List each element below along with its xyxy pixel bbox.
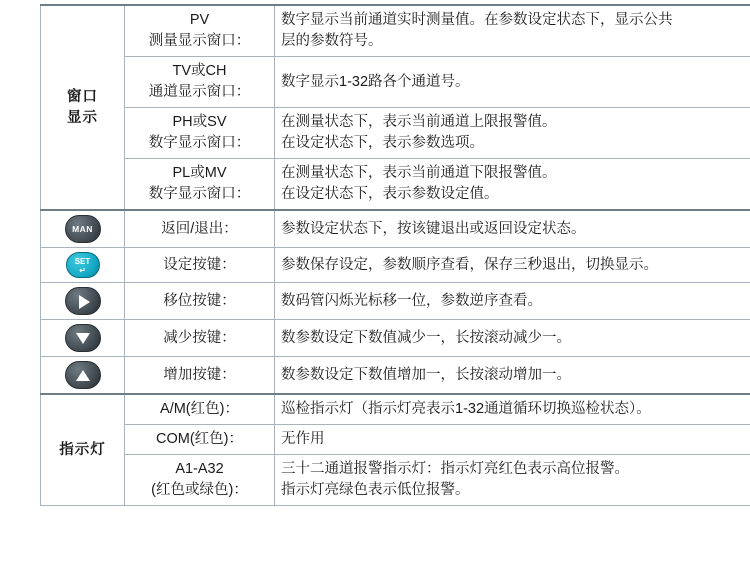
- table-row: [41, 283, 750, 320]
- label-line-2: 数字显示窗口：: [131, 184, 268, 205]
- right-arrow-button-icon[interactable]: [65, 287, 101, 315]
- group-cell-indicator-lamps: [41, 394, 125, 506]
- label-line-2: (红色或绿色)：: [131, 480, 268, 501]
- desc-line-1: 参数保存设定，参数顺序查看，保存三秒退出，切换显示。: [281, 255, 744, 276]
- label-line-1: A/M(红色)：: [131, 399, 268, 420]
- up-arrow-button-icon[interactable]: [65, 361, 101, 389]
- label-cell-set-key: [125, 248, 275, 283]
- desc-line-1: 巡检指示灯（指示灯亮表示1-32通道循环切换巡检状态）。: [281, 399, 744, 420]
- desc-line-2: 层的参数符号。: [281, 31, 744, 52]
- desc-line-1: 参数设定状态下，按该键退出或返回设定状态。: [281, 219, 744, 240]
- label-line-1: 减少按键：: [131, 328, 268, 349]
- desc-cell-tv-ch: [275, 57, 750, 108]
- desc-cell-pv: [275, 5, 750, 57]
- label-line-1: 增加按键：: [131, 365, 268, 386]
- label-line-2: 测量显示窗口：: [131, 31, 268, 52]
- desc-line-1: 数字显示1-32路各个通道号。: [281, 72, 744, 93]
- label-line-1: PL或MV: [131, 163, 268, 184]
- table-row: [41, 159, 750, 211]
- table-row: [41, 455, 750, 506]
- table-row: [41, 425, 750, 455]
- desc-line-1: 三十二通道报警指示灯：指示灯亮红色表示高位报警。: [281, 459, 744, 480]
- label-line-2: 数字显示窗口：: [131, 133, 268, 154]
- man-button-icon[interactable]: MAN: [65, 215, 101, 243]
- label-cell-ph-sv: [125, 108, 275, 159]
- group-cell-display: [41, 5, 125, 210]
- desc-cell-decrease-key: [275, 320, 750, 357]
- increase-button-cell[interactable]: [41, 357, 125, 395]
- desc-cell-pl-mv: [275, 159, 750, 211]
- table-row: [41, 394, 750, 425]
- label-line-2: 通道显示窗口：: [131, 82, 268, 103]
- desc-line-1: 数字显示当前通道实时测量值。在参数设定状态下，显示公共: [281, 10, 744, 31]
- group-label-line-1: 窗口: [47, 87, 118, 108]
- label-cell-decrease-key: [125, 320, 275, 357]
- label-line-1: PH或SV: [131, 112, 268, 133]
- desc-line-2: 指示灯亮绿色表示低位报警。: [281, 480, 744, 501]
- label-line-1: 设定按键：: [131, 255, 268, 276]
- table-row: [41, 248, 750, 283]
- desc-cell-ph-sv: [275, 108, 750, 159]
- group-label-line-1: 指示灯: [47, 440, 118, 461]
- desc-line-2: 在设定状态下，表示参数设定值。: [281, 184, 744, 205]
- table-row: [41, 5, 750, 57]
- panel-function-table: [40, 4, 750, 506]
- label-cell-shift-key: [125, 283, 275, 320]
- label-cell-alarm-lamps: [125, 455, 275, 506]
- label-cell-am-lamp: [125, 394, 275, 425]
- desc-cell-set-key: [275, 248, 750, 283]
- shift-button-cell[interactable]: [41, 283, 125, 320]
- label-line-1: COM(红色)：: [131, 429, 268, 450]
- desc-line-1: 无作用: [281, 429, 744, 450]
- desc-line-1: 在测量状态下，表示当前通道上限报警值。: [281, 112, 744, 133]
- desc-line-1: 数参数设定下数值减少一，长按滚动减少一。: [281, 328, 744, 349]
- spec-table-page: [0, 4, 750, 582]
- set-button-cell[interactable]: [41, 248, 125, 283]
- desc-cell-return-exit: [275, 210, 750, 248]
- table-row: [41, 210, 750, 248]
- label-line-1: A1-A32: [131, 459, 268, 480]
- down-arrow-glyph: [76, 333, 90, 344]
- up-arrow-glyph: [76, 370, 90, 381]
- label-cell-pv: [125, 5, 275, 57]
- desc-cell-shift-key: [275, 283, 750, 320]
- label-cell-tv-ch: [125, 57, 275, 108]
- table-row: [41, 320, 750, 357]
- table-row: [41, 108, 750, 159]
- label-cell-com-lamp: [125, 425, 275, 455]
- down-arrow-button-icon[interactable]: [65, 324, 101, 352]
- set-button-icon[interactable]: [66, 252, 100, 278]
- desc-line-1: 数码管闪烁光标移一位，参数逆序查看。: [281, 291, 744, 312]
- label-cell-return-exit: [125, 210, 275, 248]
- label-cell-increase-key: [125, 357, 275, 395]
- set-button-label: SET: [67, 256, 99, 267]
- label-line-1: TV或CH: [131, 61, 268, 82]
- desc-line-2: 在设定状态下，表示参数选项。: [281, 133, 744, 154]
- desc-cell-am-lamp: [275, 394, 750, 425]
- label-line-1: 移位按键：: [131, 291, 268, 312]
- table-row: [41, 57, 750, 108]
- desc-line-1: 在测量状态下，表示当前通道下限报警值。: [281, 163, 744, 184]
- label-line-1: PV: [131, 10, 268, 31]
- table-row: [41, 357, 750, 395]
- right-arrow-glyph: [79, 295, 90, 309]
- decrease-button-cell[interactable]: [41, 320, 125, 357]
- man-button-cell[interactable]: [41, 210, 125, 248]
- group-label-line-2: 显示: [47, 108, 118, 129]
- set-button-arrow-icon: ↵: [67, 265, 99, 276]
- label-cell-pl-mv: [125, 159, 275, 211]
- desc-cell-alarm-lamps: [275, 455, 750, 506]
- desc-line-1: 数参数设定下数值增加一，长按滚动增加一。: [281, 365, 744, 386]
- desc-cell-com-lamp: [275, 425, 750, 455]
- desc-cell-increase-key: [275, 357, 750, 395]
- label-line-1: 返回/退出：: [131, 219, 268, 240]
